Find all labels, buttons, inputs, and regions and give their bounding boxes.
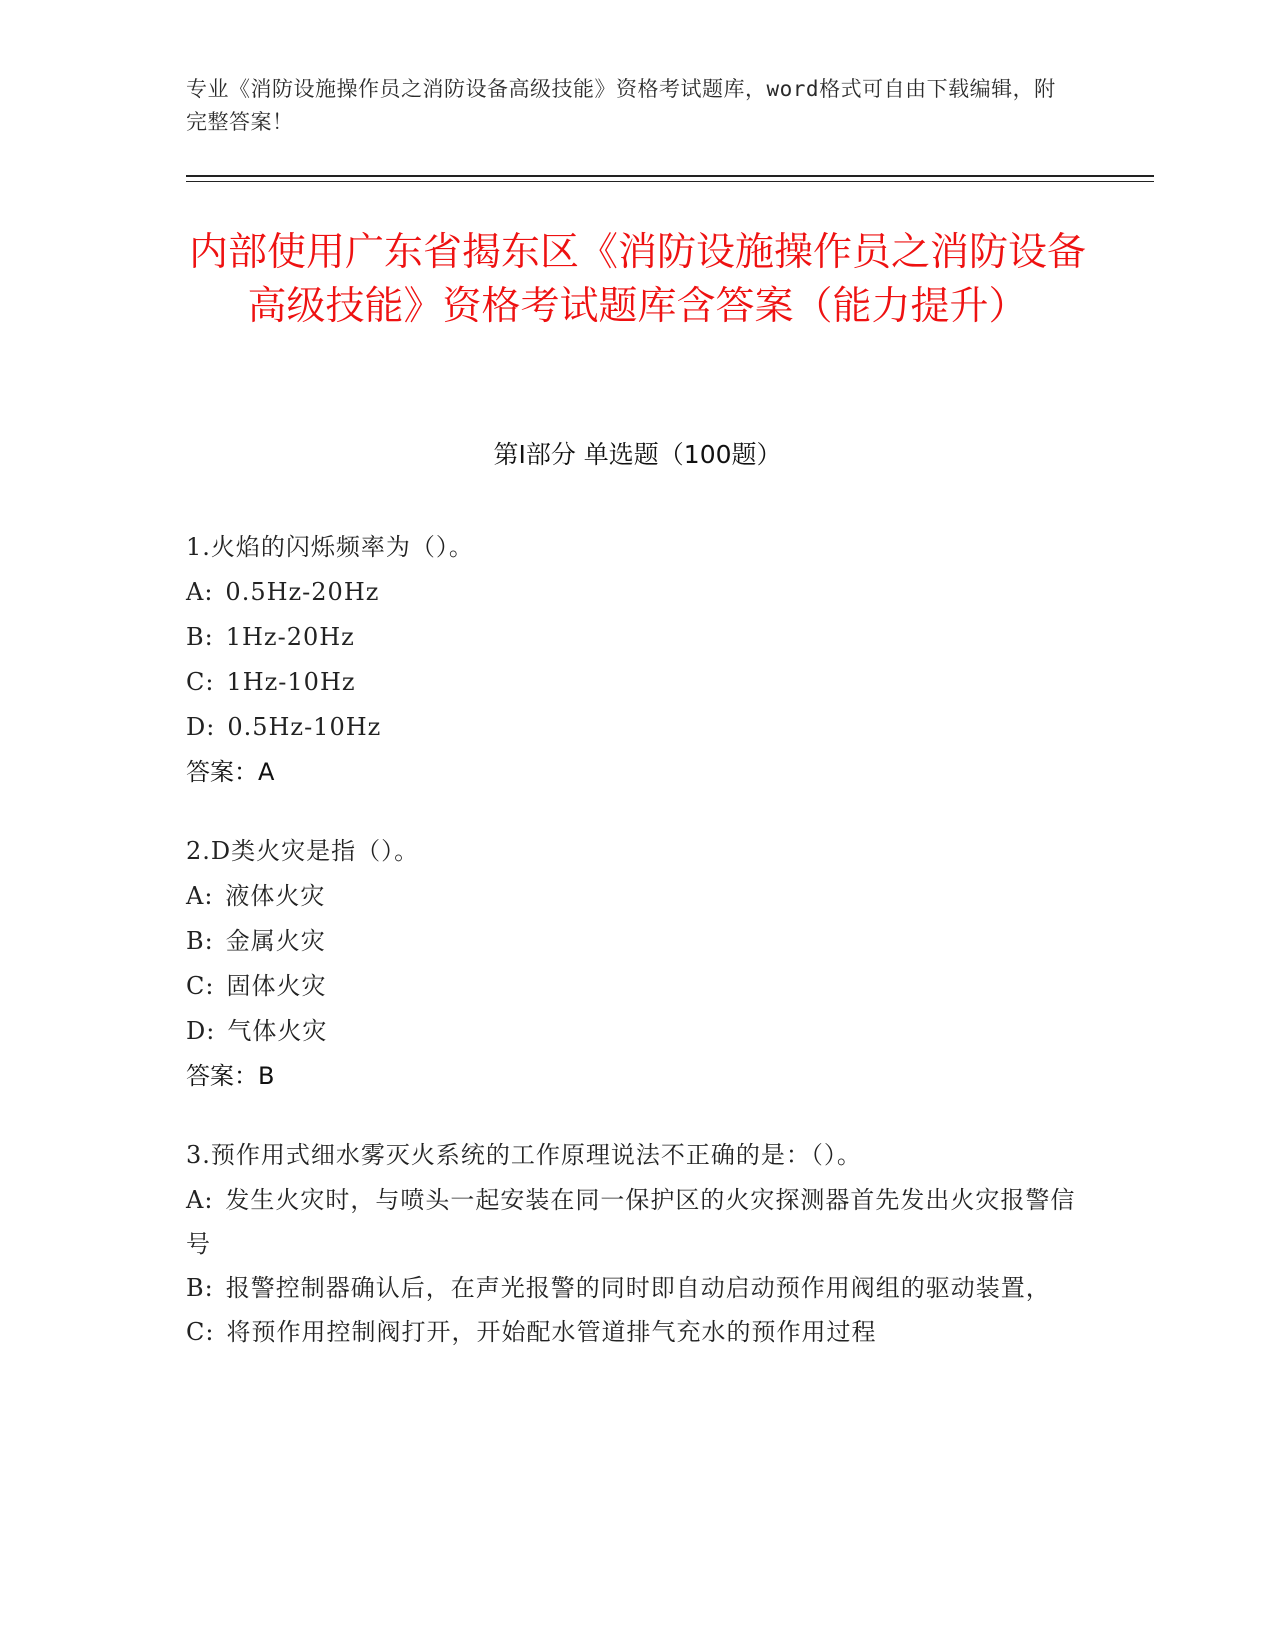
header-note: 专业《消防设施操作员之消防设备高级技能》资格考试题库，word格式可自由下载编辑，附完整答案！ — [186, 77, 1056, 134]
option-text: 0.5Hz-10Hz — [227, 713, 382, 741]
option-key: B: — [186, 927, 214, 955]
option-key: A: — [186, 578, 214, 606]
option-text: 金属火灾 — [225, 927, 326, 955]
option-a — [186, 874, 1076, 919]
header-divider-thick — [186, 175, 1154, 177]
option-text: 将预作用控制阀打开，开始配水管道排气充水的预作用过程 — [226, 1318, 877, 1346]
option-key: C: — [186, 972, 215, 1000]
document-title: 内部使用广东省揭东区《消防设施操作员之消防设备高级技能》资格考试题库含答案（能力提升） — [188, 230, 1086, 329]
option-text: 1Hz-20Hz — [225, 623, 355, 651]
question-1 — [186, 525, 1076, 795]
question-list — [186, 525, 1076, 1389]
option-d — [186, 1009, 1076, 1054]
option-a — [186, 1178, 1076, 1266]
option-c — [186, 660, 1076, 705]
option-text: 固体火灾 — [226, 972, 327, 1000]
answer-line: 答案：B — [186, 1062, 275, 1090]
option-a — [186, 570, 1076, 615]
option-key: A: — [186, 1186, 214, 1214]
question-3 — [186, 1133, 1076, 1355]
answer-line: 答案：A — [186, 758, 275, 786]
option-text: 气体火灾 — [227, 1017, 328, 1045]
option-b — [186, 1266, 1076, 1310]
header-divider-thin — [186, 181, 1154, 182]
option-text: 报警控制器确认后，在声光报警的同时即自动启动预作用阀组的驱动装置， — [225, 1274, 1051, 1302]
question-2 — [186, 829, 1076, 1099]
option-key: B: — [186, 1274, 214, 1302]
option-text: 0.5Hz-20Hz — [225, 578, 380, 606]
option-key: C: — [186, 1318, 215, 1346]
question-stem: 3.预作用式细水雾灭火系统的工作原理说法不正确的是：（）。 — [186, 1141, 862, 1169]
option-key: A: — [186, 882, 214, 910]
option-c — [186, 964, 1076, 1009]
option-key: D: — [186, 1017, 216, 1045]
option-text: 1Hz-10Hz — [226, 668, 356, 696]
section-title: 第Ⅰ部分 单选题（100题） — [493, 440, 782, 469]
question-stem: 2.D类火灾是指（）。 — [186, 837, 420, 865]
option-d — [186, 705, 1076, 750]
option-key: D: — [186, 713, 216, 741]
question-stem: 1.火焰的闪烁频率为（）。 — [186, 533, 474, 561]
option-b — [186, 919, 1076, 964]
option-c — [186, 1310, 1076, 1355]
option-key: B: — [186, 623, 214, 651]
option-text: 发生火灾时，与喷头一起安装在同一保护区的火灾探测器首先发出火灾报警信号 — [186, 1186, 1076, 1258]
option-key: C: — [186, 668, 215, 696]
option-text: 液体火灾 — [225, 882, 326, 910]
option-b — [186, 615, 1076, 660]
